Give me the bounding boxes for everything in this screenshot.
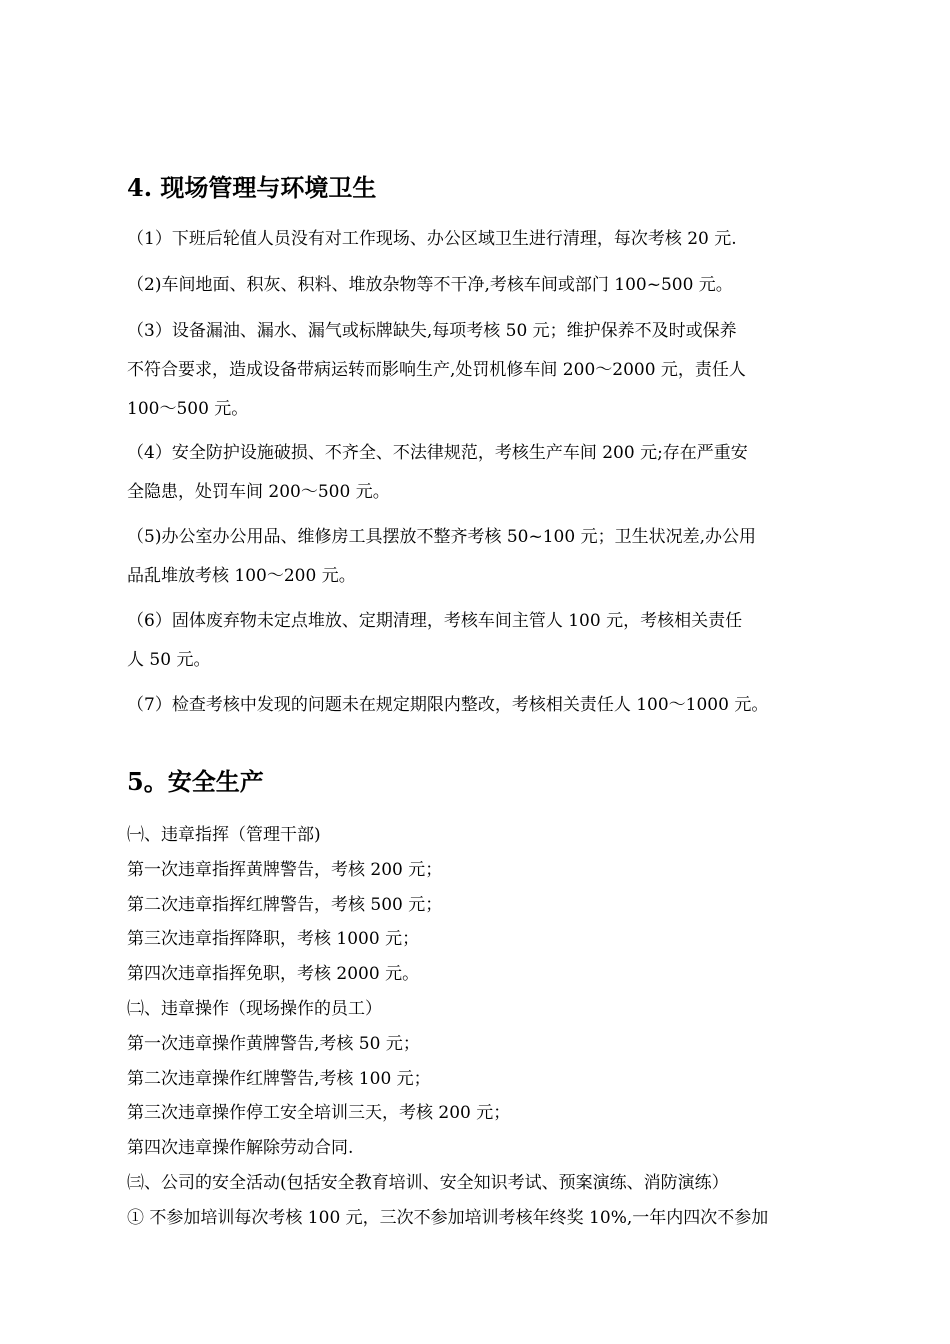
section-4-item-5 [127,518,827,596]
paragraph-line: （7）检查考核中发现的问题未在规定期限内整改，考核相关责任人 100～1000 元。 [127,695,769,715]
section-4-item-2 [127,266,827,305]
section-5-line-12: ① 不参加培训每次考核 100 元，三次不参加培训考核年终奖 10%,一年内四次不参加 [127,1208,769,1228]
section-5-line-7: 第一次违章操作黄牌警告,考核 50 元； [127,1034,420,1054]
section-5-line-4: 第三次违章指挥降职，考核 1000 元； [127,929,420,949]
section-5-line-5: 第四次违章指挥免职，考核 2000 元。 [127,964,420,984]
section-4-item-7 [127,686,827,725]
paragraph-line: （3）设备漏油、漏水、漏气或标牌缺失,每项考核 50 元；维护保养不及时或保养 [127,321,737,341]
paragraph-line: （5)办公室办公用品、维修房工具摆放不整齐考核 50~100 元；卫生状况差,办公用 [127,527,756,547]
section-5-line-10: 第四次违章操作解除劳动合同. [127,1138,354,1158]
paragraph-line: （2)车间地面、积灰、积料、堆放杂物等不干净,考核车间或部门 100~500 元。 [127,275,733,295]
section-4-heading: 4. 现场管理与环境卫生 [127,173,377,202]
paragraph-line: 全隐患，处罚车间 200～500 元。 [127,482,390,502]
section-5-line-8: 第二次违章操作红牌警告,考核 100 元； [127,1069,431,1089]
section-5-line-1: ㈠、违章指挥（管理干部) [127,825,321,845]
section-5-line-3: 第二次违章指挥红牌警告，考核 500 元； [127,895,443,915]
section-4-item-3 [127,312,827,429]
paragraph-line: （4）安全防护设施破损、不齐全、不法律规范，考核生产车间 200 元;存在严重安 [127,443,748,463]
paragraph-line: 不符合要求，造成设备带病运转而影响生产,处罚机修车间 200～2000 元，责任人 [127,360,746,380]
section-5-line-2: 第一次违章指挥黄牌警告，考核 200 元； [127,860,443,880]
section-4-item-6 [127,602,827,680]
section-5-line-6: ㈡、违章操作（现场操作的员工） [127,999,382,1019]
paragraph-line: （6）固体废弃物未定点堆放、定期清理，考核车间主管人 100 元，考核相关责任 [127,611,743,631]
section-5-heading: 5。安全生产 [127,767,264,796]
section-5-line-11: ㈢、公司的安全活动(包括安全教育培训、安全知识考试、预案演练、消防演练） [127,1173,729,1193]
section-5-line-9: 第三次违章操作停工安全培训三天，考核 200 元； [127,1103,511,1123]
paragraph-line: （1）下班后轮值人员没有对工作现场、办公区域卫生进行清理，每次考核 20 元. [127,229,737,249]
paragraph-line: 品乱堆放考核 100～200 元。 [127,566,356,586]
section-4-item-4 [127,434,827,512]
section-4-item-1 [127,220,827,259]
paragraph-line: 人 50 元。 [127,650,211,670]
paragraph-line: 100～500 元。 [127,399,249,419]
